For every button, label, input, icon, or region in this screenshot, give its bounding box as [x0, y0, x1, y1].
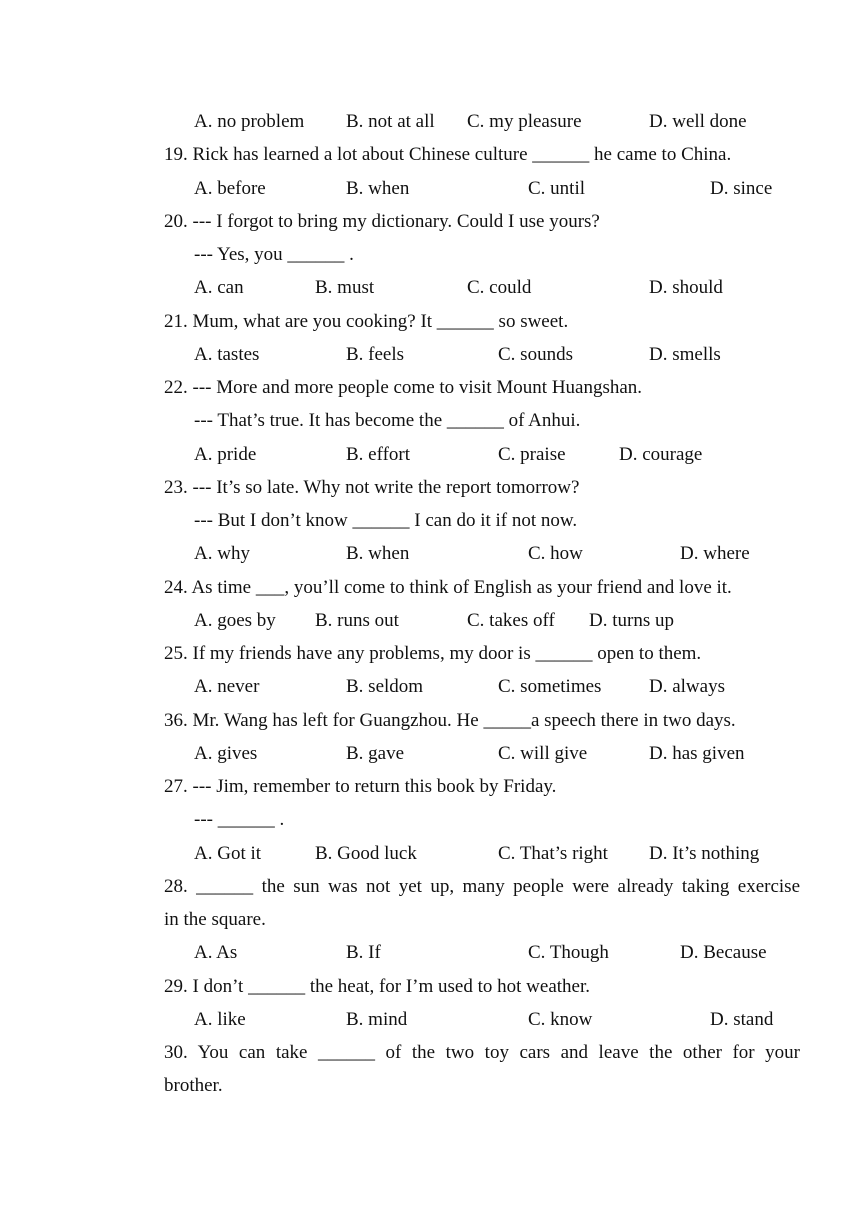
dialogue-line: --- Yes, you ______ . — [194, 244, 354, 265]
answer-option: A. As — [194, 942, 238, 964]
answer-option: C. how — [528, 543, 583, 565]
answer-option: A. why — [194, 543, 250, 565]
answer-option: A. no problem — [194, 111, 305, 132]
question-text: 21. Mum, what are you cooking? It ______ so sweet. — [164, 310, 569, 332]
question-text: 28. ______ the sun was not yet up, many people were already taking exercise — [164, 875, 800, 897]
answer-option: B. feels — [346, 343, 405, 365]
answer-option: A. can — [194, 277, 244, 299]
answer-option: C. praise — [498, 443, 566, 465]
answer-option: B. mind — [346, 1008, 408, 1030]
question-text: 23. --- It’s so late. Why not write the report tomorrow? — [164, 476, 580, 498]
answer-option: C. sounds — [498, 343, 573, 365]
answer-option: D. well done — [649, 111, 747, 132]
answer-option: D. always — [649, 676, 725, 698]
answer-option: C. could — [467, 277, 532, 299]
question-text: 24. As time ___, you’ll come to think of English as your friend and love it. — [164, 576, 732, 598]
answer-option: C. until — [528, 177, 586, 199]
answer-option: A. before — [194, 177, 266, 199]
answer-option: B. not at all — [346, 111, 435, 132]
answer-option: D. has given — [649, 742, 745, 764]
answer-option: C. takes off — [467, 609, 555, 631]
answer-option: D. courage — [619, 443, 703, 465]
dialogue-line: --- But I don’t know ______ I can do it if not now. — [194, 510, 578, 531]
answer-option: C. will give — [498, 742, 588, 764]
answer-option: A. pride — [194, 443, 257, 465]
question-text: 25. If my friends have any problems, my door is ______ open to them. — [164, 643, 702, 664]
answer-option: B. gave — [346, 742, 405, 764]
answer-option: D. turns up — [589, 609, 674, 631]
question-text: 20. --- I forgot to bring my dictionary. Could I use yours? — [164, 210, 600, 232]
answer-option: C. know — [528, 1008, 593, 1030]
answer-option: D. It’s nothing — [649, 842, 760, 864]
answer-option: C. Though — [528, 942, 609, 964]
answer-option: A. tastes — [194, 343, 260, 365]
answer-option: C. That’s right — [498, 842, 608, 864]
answer-option: C. sometimes — [498, 676, 602, 698]
answer-option: D. smells — [649, 343, 721, 365]
answer-option: B. effort — [346, 443, 411, 465]
answer-option: B. when — [346, 543, 410, 565]
answer-option: D. stand — [710, 1008, 774, 1030]
answer-option: A. goes by — [194, 609, 276, 631]
answer-option: B. when — [346, 177, 410, 199]
dialogue-line: --- ______ . — [194, 809, 285, 831]
question-text: 19. Rick has learned a lot about Chinese culture ______ he came to China. — [164, 144, 732, 166]
answer-option: B. Good luck — [315, 842, 417, 864]
question-text: 27. --- Jim, remember to return this book by Friday. — [164, 776, 557, 797]
answer-option: A. gives — [194, 742, 258, 764]
answer-option: D. Because — [680, 942, 767, 964]
answer-option: C. my pleasure — [467, 111, 582, 132]
question-text: 22. --- More and more people come to visit Mount Huangshan. — [164, 377, 643, 398]
answer-option: B. If — [346, 942, 381, 964]
question-text: 36. Mr. Wang has left for Guangzhou. He _____a speech there in two days. — [164, 709, 736, 731]
question-text: in the square. — [164, 909, 266, 930]
answer-option: D. since — [710, 177, 773, 199]
question-text: 30. You can take ______ of the two toy cars and leave the other for your — [164, 1042, 800, 1063]
answer-option: D. should — [649, 277, 723, 299]
answer-option: B. must — [315, 277, 375, 299]
question-text: brother. — [164, 1075, 223, 1097]
answer-option: A. Got it — [194, 842, 262, 864]
question-text: 29. I don’t ______ the heat, for I’m used to hot weather. — [164, 975, 590, 997]
dialogue-line: --- That’s true. It has become the ______ of Anhui. — [194, 410, 581, 432]
answer-option: B. seldom — [346, 676, 424, 698]
answer-option: A. like — [194, 1008, 246, 1030]
answer-option: D. where — [680, 543, 750, 565]
answer-option: B. runs out — [315, 609, 399, 631]
answer-option: A. never — [194, 676, 260, 698]
